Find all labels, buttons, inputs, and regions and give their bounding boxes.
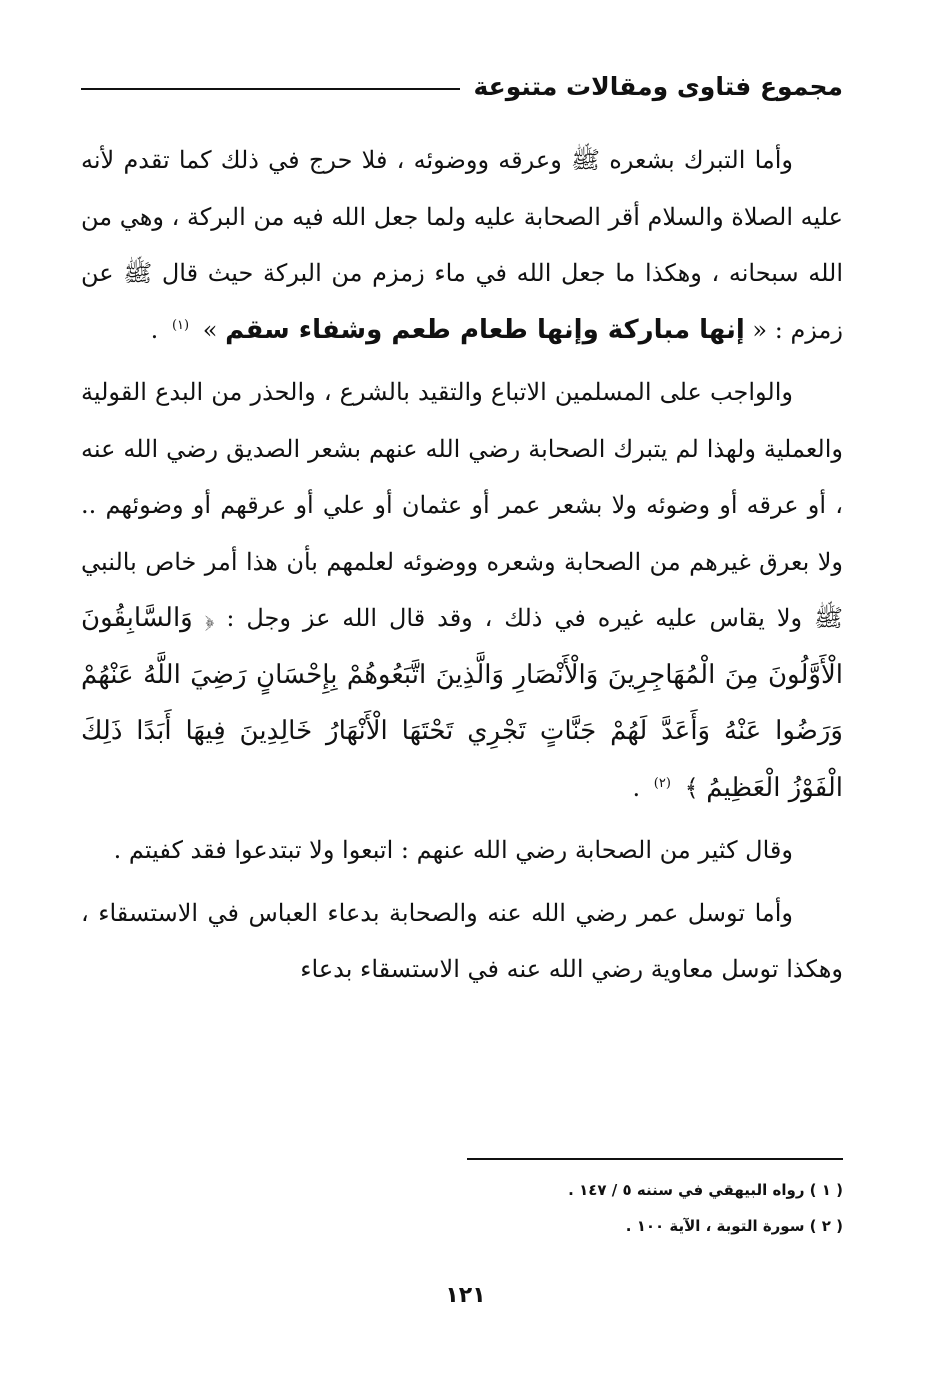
quran-verse: وَالسَّابِقُونَ الْأَوَّلُونَ مِنَ الْمُهَاجِرِينَ وَالْأَنْصَارِ وَالَّذِينَ اتَّبَعُوهُمْ بِإِحْسَانٍ رَضِيَ اللَّهُ عَنْهُمْ وَرَضُوا عَنْهُ وَأَعَدَّ لَهُمْ جَنَّاتٍ تَجْرِي تَحْتَهَا الْأَنْهَارُ خَالِدِينَ فِيهَا أَبَدًا ذَلِكَ الْفَوْزُ الْعَظِيمُ bbox=[81, 603, 843, 803]
paragraph-4 bbox=[81, 885, 843, 998]
footnote-separator bbox=[467, 1158, 843, 1160]
quote-close: » bbox=[202, 315, 218, 344]
hadith-quote: إنها مباركة وإنها طعام طعم وشفاء سقم bbox=[225, 314, 745, 345]
verse-open-bracket: ﴿ bbox=[204, 604, 215, 632]
paragraph-3 bbox=[81, 822, 843, 879]
footnote-1: ( ١ ) رواه البيهقي في سننه ٥ / ١٤٧ . bbox=[568, 1181, 843, 1199]
paragraph-1 bbox=[81, 132, 843, 358]
header-rule bbox=[81, 88, 460, 90]
footnote-marker-2: (٢) bbox=[653, 775, 671, 791]
paragraph-4-text: وأما توسل عمر رضي الله عنه والصحابة بدعاء العباس في الاستسقاء ، وهكذا توسل معاوية رضي الله عنه في الاستسقاء بدعاء bbox=[81, 898, 843, 983]
footnote-marker-1: (١) bbox=[171, 317, 190, 333]
footnote-2: ( ٢ ) سورة التوبة ، الآية ١٠٠ . bbox=[625, 1217, 843, 1235]
paragraph-2 bbox=[81, 364, 843, 816]
page-number: ١٢١ bbox=[445, 1283, 486, 1308]
paragraph-3-text: وقال كثير من الصحابة رضي الله عنهم : اتبعوا ولا تبتدعوا فقد كفيتم . bbox=[113, 836, 793, 864]
footnotes bbox=[81, 1172, 843, 1244]
paragraph-1-text: وأما التبرك بشعره ﷺ وعرقه ووضوئه ، فلا حرج في ذلك كما تقدم لأنه عليه الصلاة والسلام أقر الصحابة عليه ولما جعل الله فيه من البركة ، وهي من الله سبحانه ، وهكذا ما جعل الله في ماء زمزم من البركة حيث قال ﷺ عن زمزم : « bbox=[81, 146, 843, 344]
verse-close-bracket: ﴾ bbox=[684, 773, 699, 802]
running-header bbox=[81, 64, 843, 108]
header-title: مجموع فتاوى ومقالات متنوعة bbox=[473, 71, 843, 101]
paragraph-2-text: والواجب على المسلمين الاتباع والتقيد بالشرع ، والحذر من البدع القولية والعملية ولهذا لم يتبرك الصحابة رضي الله عنهم بشعر الصديق رضي الله عنه ، أو عرقه أو وضوئه ولا بشعر عمر أو عثمان أو علي أو عرقهم أو وضوئهم .. ولا بعرق غيرهم من الصحابة وشعره ووضوئه لعلمهم بأن هذا أمر خاص بالنبي ﷺ ولا يقاس عليه غيره في ذلك ، وقد قال الله عز وجل : bbox=[81, 378, 843, 632]
paragraph-1-end: . bbox=[150, 315, 159, 344]
paragraph-2-end: . bbox=[632, 773, 641, 802]
body-text bbox=[81, 132, 843, 1004]
